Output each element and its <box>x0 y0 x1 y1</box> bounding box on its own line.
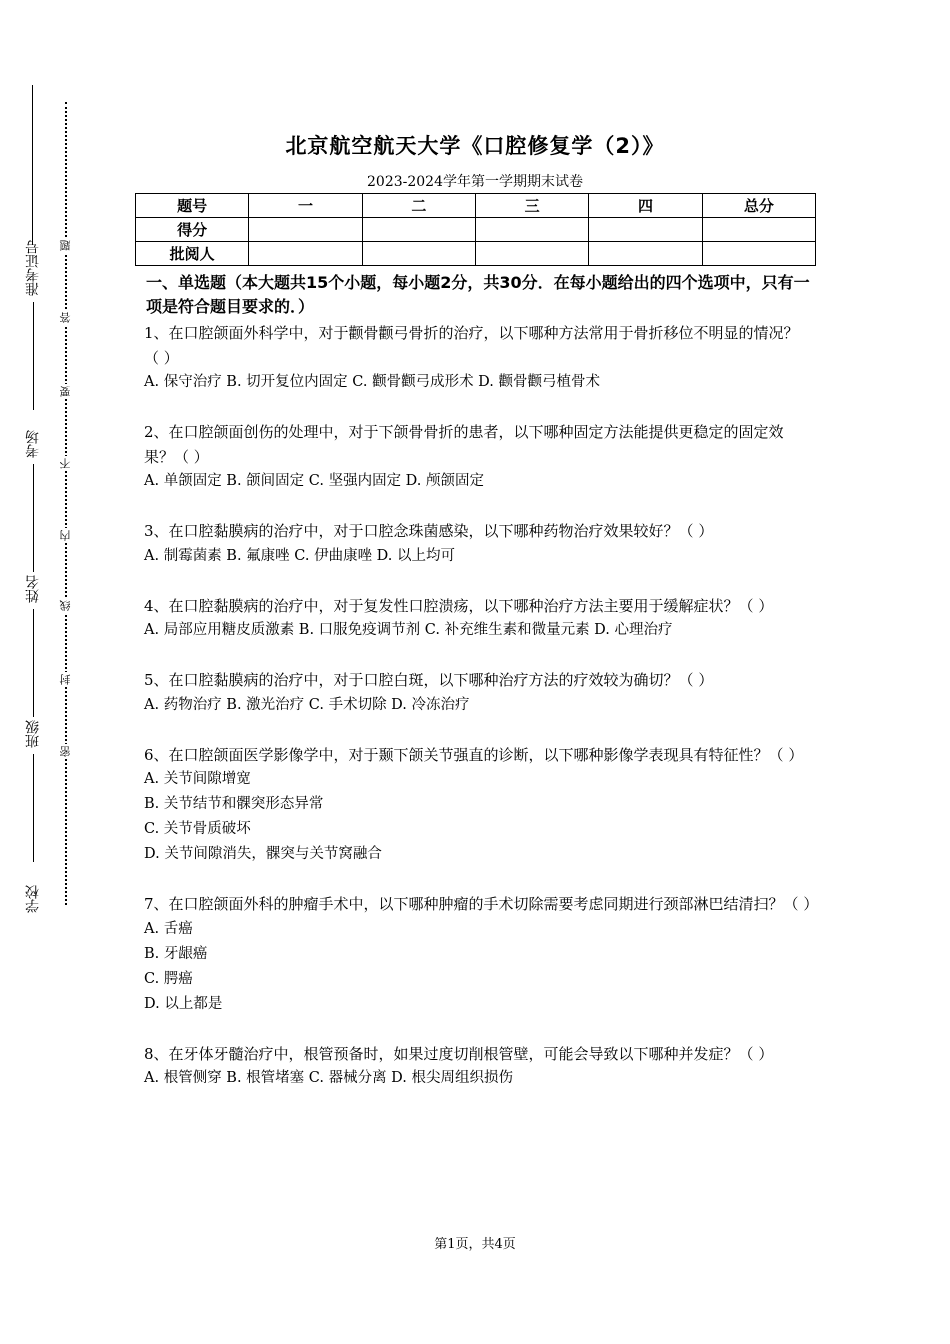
grader-cell <box>249 242 362 266</box>
exam-subtitle: 2023-2024学年第一学期期末试卷 <box>367 174 583 190</box>
score-table-row <box>136 218 816 242</box>
page-footer: 第1页，共4页 <box>434 1237 516 1252</box>
binding-label-school: 学校 <box>25 885 41 913</box>
question-option: D. 以上都是 <box>144 995 223 1012</box>
score-table-row <box>136 242 816 266</box>
seal-word: 要 <box>57 384 75 399</box>
question-option: C. 腭癌 <box>144 970 193 987</box>
seal-word: 线 <box>57 598 75 613</box>
binding-blank-line <box>33 754 34 862</box>
binding-field-name <box>18 575 48 717</box>
question-2 <box>144 420 812 494</box>
question-6 <box>144 743 812 868</box>
binding-labels <box>18 240 48 930</box>
score-cell <box>249 218 362 242</box>
seal-word: 封 <box>57 672 75 687</box>
seal-word: 不 <box>57 456 75 471</box>
question-options: A. 保守治疗 B. 切开复位内固定 C. 颧骨颧弓成形术 D. 颧骨颧弓植骨术 <box>144 374 601 390</box>
question-7 <box>144 892 819 1017</box>
question-option: C. 关节骨质破坏 <box>144 821 251 837</box>
binding-field-admission-no <box>18 240 48 410</box>
score-table-header-cell: 一 <box>249 194 362 218</box>
question-option: D. 关节间隙消失，髁突与关节窝融合 <box>144 846 382 862</box>
binding-label-exam-room: 考场 <box>25 430 41 458</box>
binding-label-class: 班级 <box>25 720 41 748</box>
binding-field-school <box>18 885 48 913</box>
question-stem: 6、在口腔颌面医学影像学中，对于颞下颌关节强直的诊断，以下哪种影像学表现具有特征性？（ ） <box>144 745 804 764</box>
question-4 <box>144 594 812 644</box>
score-table-header-cell: 四 <box>589 194 702 218</box>
grader-cell <box>362 242 475 266</box>
grader-cell <box>702 242 815 266</box>
score-table-header-row <box>136 194 816 218</box>
question-stem: 3、在口腔黏膜病的治疗中，对于口腔念珠菌感染，以下哪种药物治疗效果较好？（ ） <box>144 522 714 540</box>
score-cell <box>589 218 702 242</box>
score-cell <box>475 218 588 242</box>
binding-blank-line <box>33 302 34 410</box>
question-options: A. 局部应用糖皮质激素 B. 口服免疫调节剂 C. 补充维生素和微量元素 D. 心理治疗 <box>144 622 673 638</box>
question-stem: 5、在口腔黏膜病的治疗中，对于口腔白斑，以下哪种治疗方法的疗效较为确切？（ ） <box>144 671 714 689</box>
score-table-row-label: 得分 <box>136 218 249 242</box>
question-stem: 7、在口腔颌面外科的肿瘤手术中，以下哪种肿瘤的手术切除需要考虑同期进行颈部淋巴结清扫？（ ） <box>144 895 819 913</box>
question-stem: 8、在牙体牙髓治疗中，根管预备时，如果过度切削根管壁，可能会导致以下哪种并发症？（ ） <box>144 1044 774 1063</box>
section-title: 一、单选题（本大题共15个小题，每小题2分，共30分．在每小题给出的四个选项中，只有一项是符合题目要求的．） <box>146 273 810 316</box>
score-cell <box>362 218 475 242</box>
exam-content <box>144 271 819 1116</box>
question-option: B. 牙龈癌 <box>144 945 208 962</box>
question-stem: 4、在口腔黏膜病的治疗中，对于复发性口腔溃疡，以下哪种治疗方法主要用于缓解症状？（ ） <box>144 596 774 615</box>
seal-word: 内 <box>57 528 75 543</box>
score-table-header-cell: 三 <box>475 194 588 218</box>
question-option: A. 舌癌 <box>144 920 193 937</box>
seal-word: 题 <box>57 238 75 253</box>
question-stem: 1、在口腔颌面外科学中，对于颧骨颧弓骨折的治疗，以下哪种方法常用于骨折移位不明显的情况？（ ） <box>144 324 799 367</box>
score-table-header-cell: 总分 <box>702 194 815 218</box>
binding-field-class <box>18 720 48 862</box>
binding-label-name: 姓名 <box>25 575 41 603</box>
score-cell <box>702 218 815 242</box>
question-options: A. 单颌固定 B. 颌间固定 C. 坚强内固定 D. 颅颌固定 <box>144 473 485 489</box>
seal-line-words <box>57 238 75 768</box>
binding-label-admission-no: 准考证号 <box>25 240 41 296</box>
score-table-header-cell: 题号 <box>136 194 249 218</box>
question-option: B. 关节结节和髁突形态异常 <box>144 796 324 812</box>
question-options: A. 制霉菌素 B. 氟康唑 C. 伊曲康唑 D. 以上均可 <box>144 547 456 564</box>
grader-cell <box>589 242 702 266</box>
question-5 <box>144 668 812 718</box>
question-option: A. 关节间隙增宽 <box>144 771 251 787</box>
question-8 <box>144 1042 812 1092</box>
binding-blank-line <box>33 464 34 572</box>
score-table-header-cell: 二 <box>362 194 475 218</box>
binding-blank-line <box>33 609 34 717</box>
question-stem: 2、在口腔颌面创伤的处理中，对于下颌骨骨折的患者，以下哪种固定方法能提供更稳定的固定效果？（ ） <box>144 423 784 466</box>
question-options: A. 根管侧穿 B. 根管堵塞 C. 器械分离 D. 根尖周组织损伤 <box>144 1070 514 1086</box>
exam-title: 北京航空航天大学《口腔修复学（2）》 <box>285 134 665 158</box>
score-table-row-label: 批阅人 <box>136 242 249 266</box>
question-3 <box>144 519 812 569</box>
score-table <box>135 193 816 266</box>
binding-field-exam-room <box>18 430 48 572</box>
grader-cell <box>475 242 588 266</box>
question-options: A. 药物治疗 B. 激光治疗 C. 手术切除 D. 冷冻治疗 <box>144 696 470 713</box>
binding-top-line <box>32 85 33 245</box>
seal-word: 答 <box>57 310 75 325</box>
seal-word: 密 <box>57 744 75 759</box>
question-1 <box>144 321 812 395</box>
